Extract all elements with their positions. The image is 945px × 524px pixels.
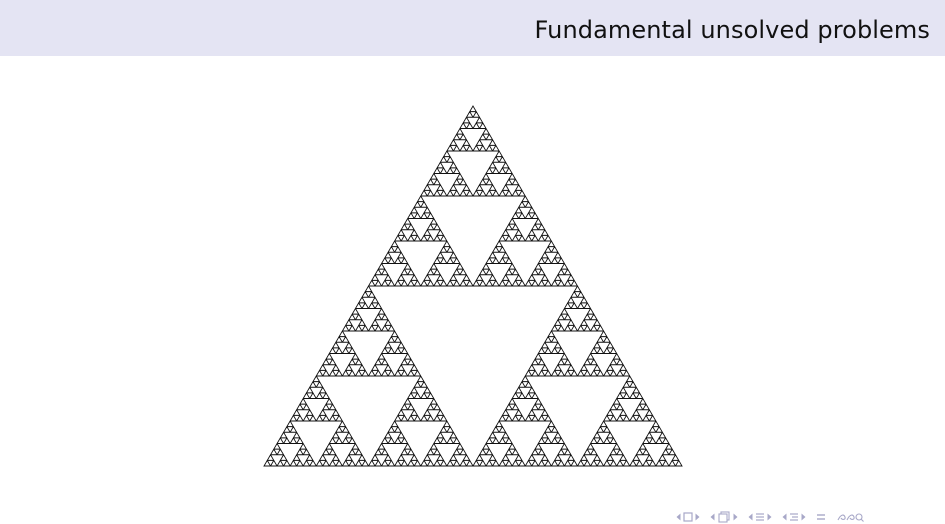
nav-outline-icon[interactable] — [789, 511, 799, 523]
nav-prev-section-icon[interactable] — [748, 511, 753, 523]
nav-search-icon[interactable] — [836, 511, 864, 523]
nav-section-icon[interactable] — [755, 511, 765, 523]
nav-next-icon[interactable] — [801, 511, 806, 523]
beamer-navigation-bar — [676, 510, 864, 524]
nav-subsection-icon[interactable] — [717, 511, 731, 523]
nav-next-frame-icon[interactable] — [695, 511, 700, 523]
nav-next-section-icon[interactable] — [767, 511, 772, 523]
nav-next-subsection-icon[interactable] — [733, 511, 738, 523]
nav-prev-subsection-icon[interactable] — [710, 511, 715, 523]
nav-prev-icon[interactable] — [782, 511, 787, 523]
nav-frame-icon[interactable] — [683, 511, 693, 523]
sierpinski-triangle-figure — [262, 104, 684, 468]
nav-prev-frame-icon[interactable] — [676, 511, 681, 523]
slide-title: Fundamental unsolved problems — [534, 16, 930, 44]
nav-align-icon[interactable] — [816, 511, 826, 523]
slide-header — [0, 0, 945, 56]
sierpinski-triangle-path — [264, 106, 682, 466]
